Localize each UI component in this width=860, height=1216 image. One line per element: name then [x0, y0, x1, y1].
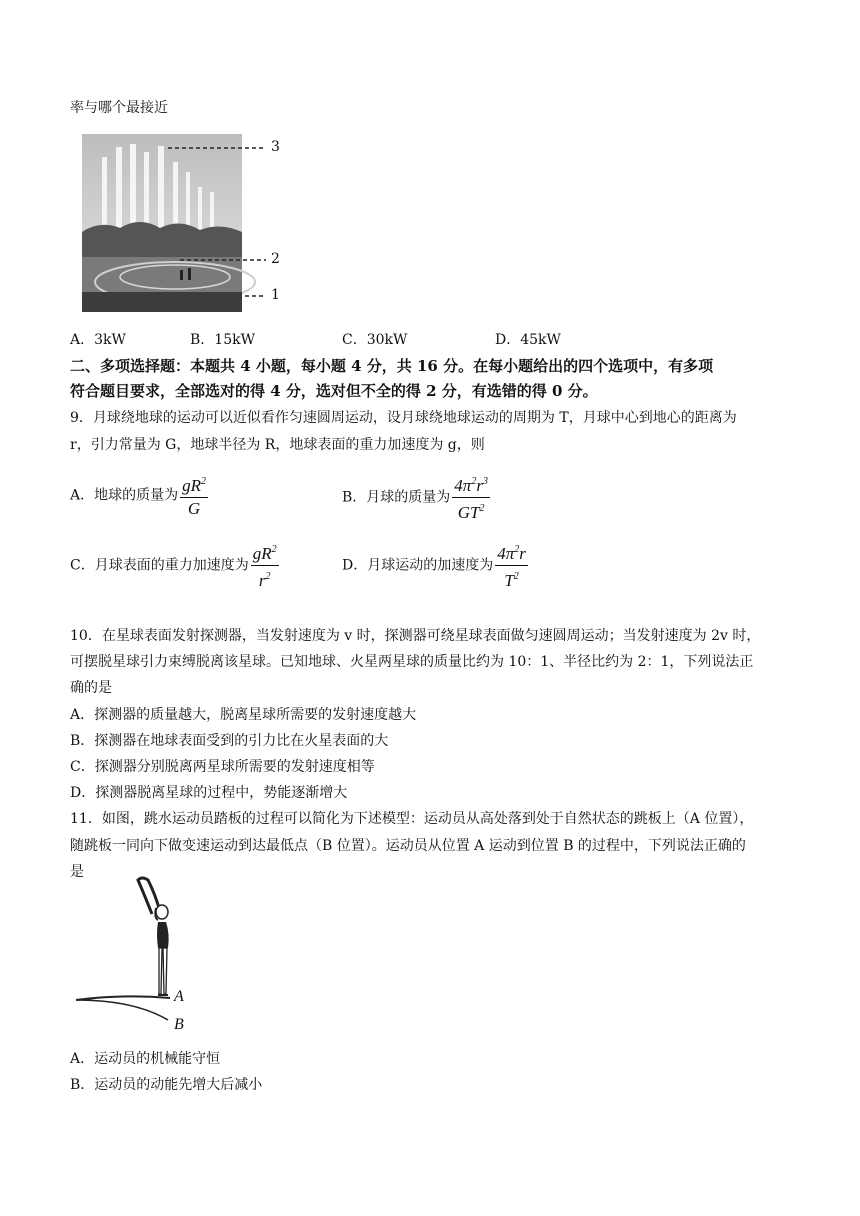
q9-option-b-formula: $\frac{4\pi^2r^3}{GT^2}$: [452, 472, 490, 523]
fountain-label-3: 3: [271, 139, 280, 155]
q8-option-a: A．3kW: [70, 332, 126, 348]
q8-option-d: D．45kW: [495, 332, 561, 348]
q11-option-b: B．运动员的动能先增大后减小: [70, 1077, 263, 1093]
diver-label-b: B: [174, 1016, 184, 1033]
q9-option-d-label: D．月球运动的加速度为: [342, 557, 494, 574]
q9-option-a-formula: $\frac{gR^2}{G}$: [180, 472, 208, 519]
q9-option-d: [342, 540, 528, 591]
q9-stem-line2: r，引力常量为 G，地球半径为 R，地球表面的重力加速度为 g，则: [70, 437, 485, 453]
q10-stem-line2: 可摆脱星球引力束缚脱离该星球。已知地球、火星两星球的质量比约为 10：1、半径比约为 2：1，下列说法正: [70, 654, 754, 670]
q11-stem-line3: 是: [70, 864, 84, 880]
q9-option-c-label: C．月球表面的重力加速度为: [70, 557, 249, 574]
q10-option-c: C．探测器分别脱离两星球所需要的发射速度相等: [70, 759, 375, 775]
q8-option-b: B．15kW: [190, 332, 255, 348]
q9-option-c: [70, 540, 279, 591]
q9-option-a-label: A．地球的质量为: [70, 487, 179, 504]
section2-heading-line1: 二、多项选择题：本题共 4 小题，每小题 4 分，共 16 分。在每小题给出的四个选项中，有多项: [70, 357, 714, 375]
q10-stem-line1: 10．在星球表面发射探测器，当发射速度为 v 时，探测器可绕星球表面做匀速圆周运动；当发射速度为 2v 时，: [70, 628, 761, 644]
fountain-label-2: 2: [271, 251, 280, 267]
section2-heading-line2: 符合题目要求，全部选对的得 4 分，选对但不全的得 2 分，有选错的得 0 分。: [70, 382, 598, 400]
q11-stem-line1: 11．如图，跳水运动员踏板的过程可以简化为下述模型：运动员从高处落到处于自然状态的跳板上（A 位置），: [70, 811, 754, 827]
q9-option-c-formula: $\frac{gR^2}{r^2}$: [251, 540, 279, 591]
q10-option-b: B．探测器在地球表面受到的引力比在火星表面的大: [70, 733, 389, 749]
q8-stem-tail: 率与哪个最接近: [70, 100, 168, 116]
q9-option-d-formula: $\frac{4\pi^2r}{T^2}$: [495, 540, 528, 591]
q11-stem-line2: 随跳板一同向下做变速运动到达最低点（B 位置）。运动员从位置 A 运动到位置 B 的过程中，下列说法正确的: [70, 838, 746, 854]
q10-option-a: A．探测器的质量越大，脱离星球所需要的发射速度越大: [70, 707, 417, 723]
q10-option-d: D．探测器脱离星球的过程中，势能逐渐增大: [70, 785, 348, 801]
diver-label-a: A: [174, 988, 184, 1005]
fountain-photo: [80, 132, 290, 312]
diver-diagram: [74, 874, 204, 1034]
q9-option-b-label: B．月球的质量为: [342, 489, 451, 506]
q8-option-c: C．30kW: [342, 332, 408, 348]
q9-option-b: [342, 472, 490, 523]
q9-stem-line1: 9．月球绕地球的运动可以近似看作匀速圆周运动，设月球绕地球运动的周期为 T，月球中心到地心的距离为: [70, 410, 737, 426]
fountain-label-1: 1: [271, 287, 280, 303]
q9-option-a: [70, 472, 208, 519]
q11-option-a: A．运动员的机械能守恒: [70, 1051, 221, 1067]
fountain-figure: [80, 132, 290, 312]
q10-stem-line3: 确的是: [70, 680, 112, 696]
diver-figure: [74, 874, 204, 1034]
